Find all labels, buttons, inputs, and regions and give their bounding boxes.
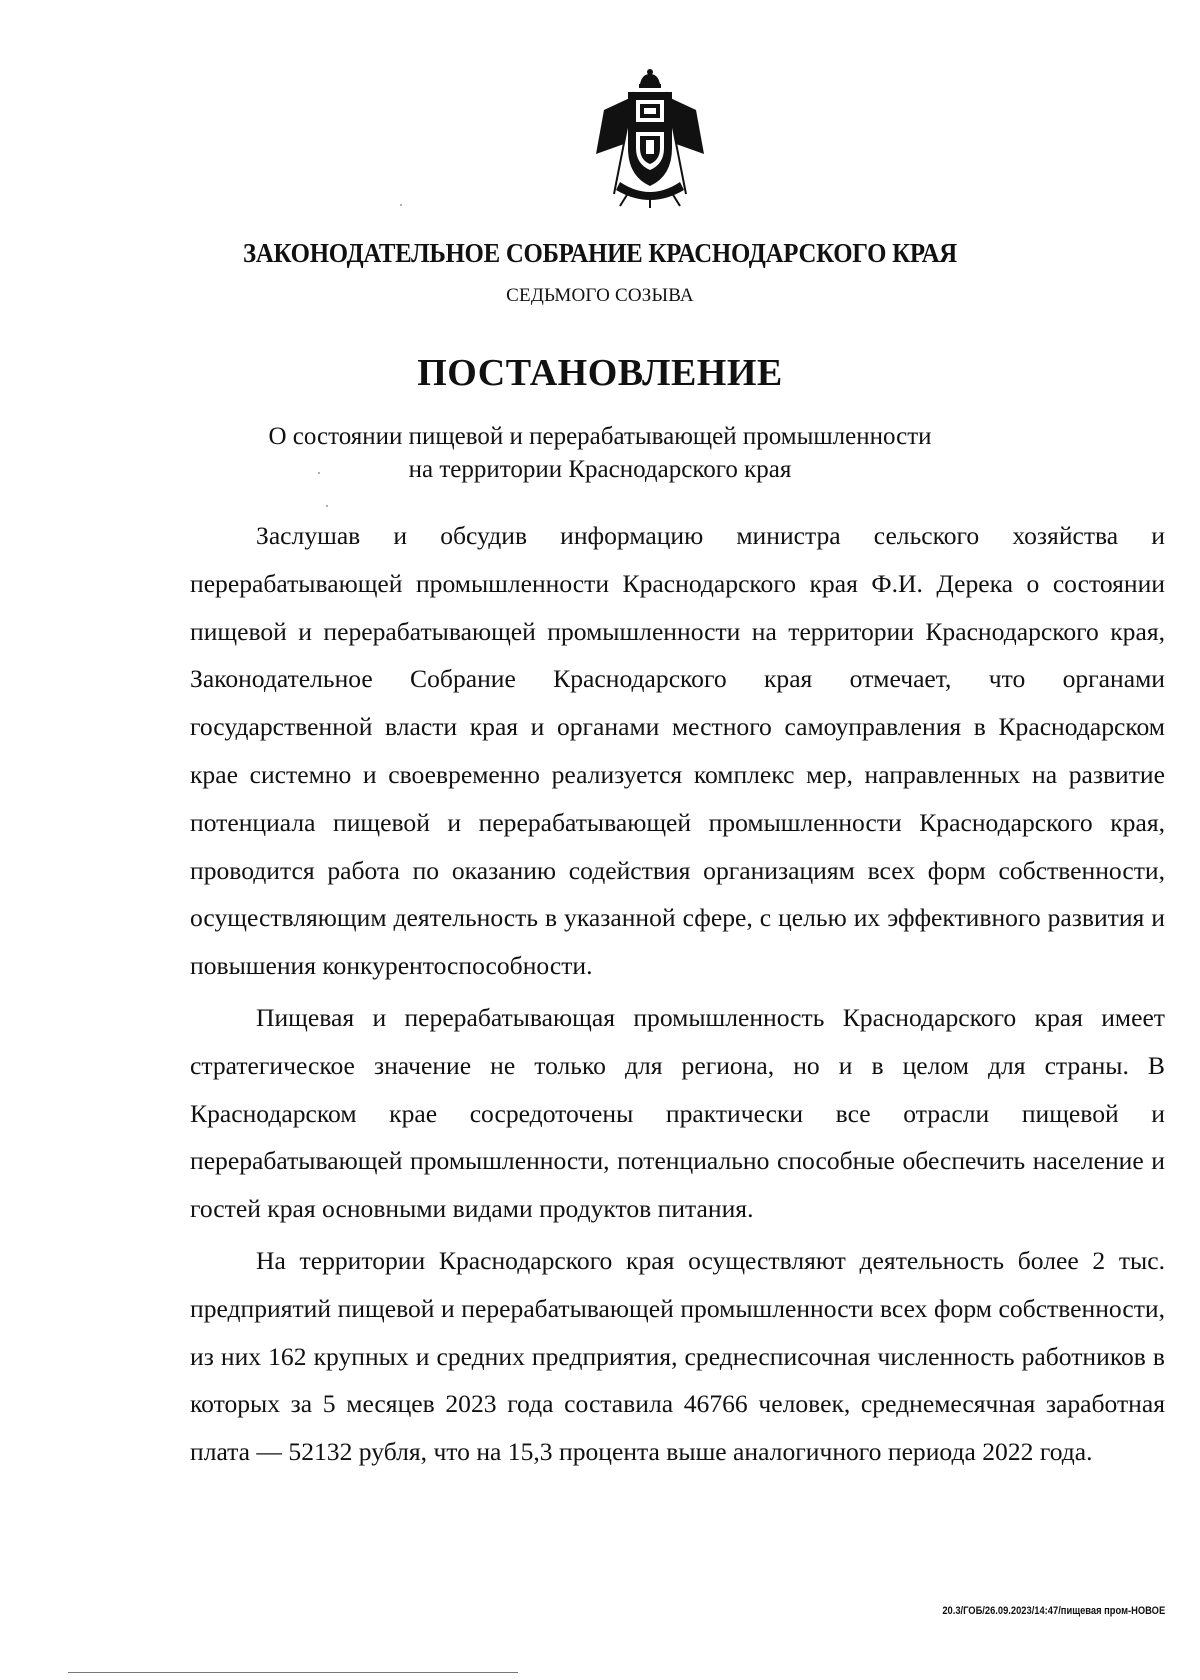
body-paragraph-3: На территории Краснодарского края осуществляют деятельность более 2 тыс. предприятий пищевой и перерабатывающей промышленности всех форм собственности, из них 162 крупных и средних предприятия, среднесписочная численность работников в которых за 5 месяцев 2023 года составила 46766 человек, среднемесячная заработная плата — 52132 рубля, что на 15,3 процента выше аналогичного периода 2022 года. [190, 1245, 1165, 1467]
document-type-heading: ПОСТАНОВЛЕНИЕ [417, 352, 783, 394]
convocation-label: СЕДЬМОГО СОЗЫВА [506, 285, 694, 306]
document-body [190, 512, 1165, 1480]
page-bottom-rule [68, 1672, 518, 1673]
scan-speck [400, 204, 402, 206]
coat-of-arms-icon [590, 62, 710, 210]
body-paragraph-2: Пищевая и перерабатывающая промышленность Краснодарского края имеет стратегическое значение не только для региона, но и в целом для страны. В Краснодарском крае сосредоточены практически все отрасли пищевой и перерабатывающей промышленности, потенциально способные обеспечить население и гостей края основными видами продуктов питания. [190, 1002, 1165, 1224]
body-paragraph-1: Заслушав и обсудив информацию министра сельского хозяйства и перерабатывающей промышленности Краснодарского края Ф.И. Дерека о состоянии пищевой и перерабатывающей промышленности на территории Краснодарского края, Законодательное Собрание Краснодарского края отмечает, что органами государственной власти края и органами местного самоуправления в Краснодарском крае системно и своевременно реализуется комплекс мер, направленных на развитие потенциала пищевой и перерабатывающей промышленности Краснодарского края, проводится работа по оказанию содействия организациям всех форм собственности, осуществляющим деятельность в указанной сфере, с целью их эффективного развития и повышения конкурентоспособности. [190, 521, 1165, 981]
scan-speck [318, 472, 320, 474]
scan-speck [326, 505, 328, 507]
document-subject [0, 420, 1200, 486]
organization-title: ЗАКОНОДАТЕЛЬНОЕ СОБРАНИЕ КРАСНОДАРСКОГО КРАЯ [243, 238, 957, 268]
subject-line-2: на территории Краснодарского края [408, 456, 792, 483]
document-code-stamp: 20.3/ГОБ/26.09.2023/14:47/пищевая пром-НОВОЕ [942, 1605, 1165, 1617]
subject-line-1: О состоянии пищевой и перерабатывающей промышленности [268, 423, 932, 450]
